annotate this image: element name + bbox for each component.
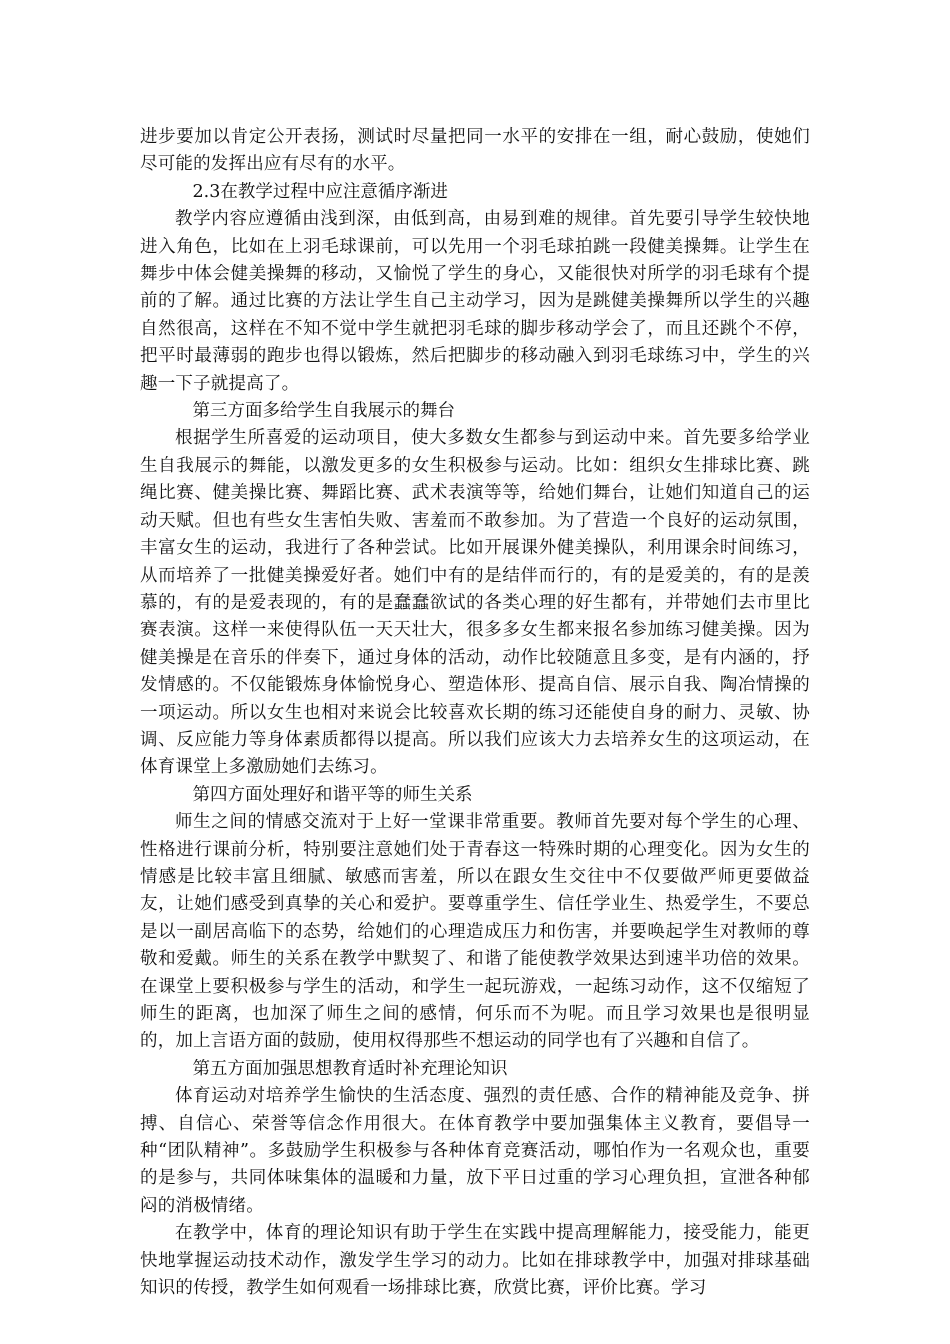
section-heading-fourth: 第四方面处理好和谐平等的师生关系 bbox=[192, 784, 473, 805]
paragraph-gradual-teaching: 教学内容应遵循由浅到深，由低到高，由易到难的规律。首先要引导学生较快地进入角色，比如在上羽毛球课前，可以先用一个羽毛球拍跳一段健美操舞。让学生在舞步中体会健美操舞的移动，又愉悦了学生的身心，又能很快对所学的羽毛球有个提前的了解。通过比赛的方法让学生自己主动学习，因为是跳健美操舞所以学生的兴趣自然很高，这样在不知不觉中学生就把羽毛球的脚步移动学会了，而且还跳个不停，把平时最薄弱的跑步也得以锻炼，然后把脚步的移动融入到羽毛球练习中，学生的兴趣一下子就提高了。 bbox=[140, 209, 810, 394]
paragraph-teacher-student: 师生之间的情感交流对于上好一堂课非常重要。教师首先要对每个学生的心理、性格进行课前分析，特别要注意她们处于青春这一特殊时期的心理变化。因为女生的情感是比较丰富且细腻、敏感而害羞，所以在跟女生交往中不仅要做严师更要做益友，让她们感受到真挚的关心和爱护。要尊重学生、信任学业生、热爱学生，不要总是以一副居高临下的态势，给她们的心理造成压力和伤害，并要唤起学生对教师的尊敬和爱戴。师生的关系在教学中默契了、和谐了能使教学效果达到速半功倍的效果。在课堂上要积极参与学生的活动，和学生一起玩游戏，一起练习动作，这不仅缩短了师生的距离，也加深了师生之间的感情，何乐而不为呢。而且学习效果也是很明显的，加上言语方面的鼓励，使用权得那些不想运动的同学也有了兴趣和自信了。 bbox=[140, 812, 810, 1052]
document-body bbox=[140, 124, 810, 1302]
section-heading-2-3: 2.3在教学过程中应注意循序渐进 bbox=[192, 181, 448, 202]
section-heading-third: 第三方面多给学生自我展示的舞台 bbox=[192, 401, 455, 422]
paragraph-ideological-education: 体育运动对培养学生愉快的生活态度、强烈的责任感、合作的精神能及竞争、拼搏、自信心、荣誉等信念作用很大。在体育教学中要加强集体主义教育，要倡导一种“团队精神”。多鼓励学生积极参与各种体育竞赛活动，哪怕作为一名观众也，重要的是参与，共同体味集体的温暖和力量，放下平日过重的学习心理负担，宣泄各种郁闷的消极情绪。 bbox=[140, 1086, 810, 1216]
paragraph-continuation: 进步要加以肯定公开表扬，测试时尽量把同一水平的安排在一组，耐心鼓励，使她们尽可能的发挥出应有尽有的水平。 bbox=[140, 127, 810, 175]
paragraph-self-display: 根据学生所喜爱的运动项目，使大多数女生都参与到运动中来。首先要多给学业生自我展示的舞能，以激发更多的女生积极参与运动。比如：组织女生排球比赛、跳绳比赛、健美操比赛、舞蹈比赛、武术表演等等，给她们舞台，让她们知道自己的运动天赋。但也有些女生害怕失败、害羞而不敢参加。为了营造一个良好的运动氛围，丰富女生的运动，我进行了各种尝试。比如开展课外健美操队，利用课余时间练习，从而培养了一批健美操爱好者。她们中有的是结伴而行的，有的是爱美的，有的是羡慕的，有的是爱表现的，有的是蠢蠢欲试的各类心理的好生都有，并带她们去市里比赛表演。这样一来使得队伍一天天壮大，很多多女生都来报名参加练习健美操。因为健美操是在音乐的伴奏下，通过身体的活动，动作比较随意且多变，是有内涵的，抒发情感的。不仅能锻炼身体愉悦身心、塑造体形、提高自信、展示自我、陶冶情操的一项运动。所以女生也相对来说会比较喜欢长期的练习还能使自身的耐力、灵敏、协调、反应能力等身体素质都得以提高。所以我们应该大力去培养女生的这项运动，在体育课堂上多激励她们去练习。 bbox=[140, 428, 810, 778]
paragraph-theory-knowledge: 在教学中，体育的理论知识有助于学生在实践中提高理解能力，接受能力，能更快地掌握运动技术动作，激发学生学习的动力。比如在排球教学中，加强对排球基础知识的传授，教学生如何观看一场排球比赛，欣赏比赛，评价比赛。学习 bbox=[140, 1223, 810, 1299]
section-heading-fifth: 第五方面加强思想教育适时补充理论知识 bbox=[192, 1058, 508, 1079]
